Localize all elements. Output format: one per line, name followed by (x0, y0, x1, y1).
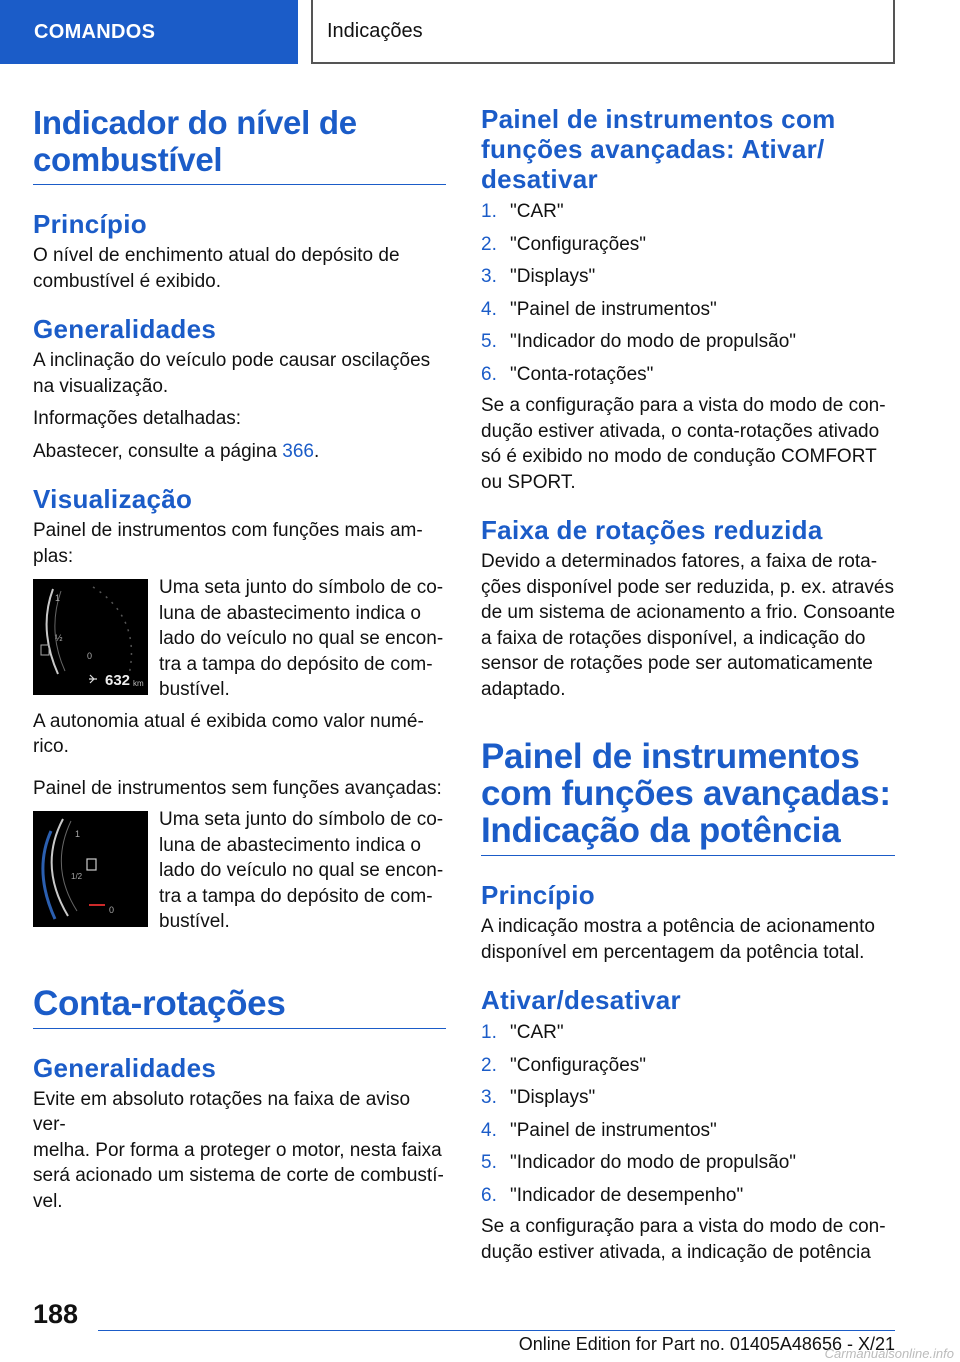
generalidades-text: A inclinação do veículo pode causar oscilações na visualização. (33, 350, 431, 397)
basic-cluster-description: Uma seta junto do símbolo de co- luna de abastecimento indica o lado do veículo no qual se encon- tra a tampa do depósito de com- bustível. (159, 809, 444, 932)
fuel-gauge-title: Indicador do nível de combustível (33, 104, 357, 178)
edition-text: Online Edition for Part no. 01405A48656 - X/21 (518, 1334, 895, 1354)
step-item (481, 1017, 895, 1050)
step-number: 3. (481, 266, 497, 287)
reduced-rpm-text: Devido a determinados fatores, a faixa de rota- ções disponível pode ser reduzida, p. ex. através de um sistema de acionamento a frio. Consoante a faixa de rotações disponível, a indicação do sensor de rotações pode ser automaticamente adaptado. (481, 551, 896, 700)
step-text: "Indicador do modo de propulsão" (510, 1152, 797, 1173)
step-item (481, 294, 895, 327)
principio-text: O nível de enchimento atual do depósito de combustível é exibido. (33, 245, 400, 292)
step-item (481, 261, 895, 294)
step-number: 4. (481, 1119, 497, 1141)
step-number: 1. (481, 1022, 497, 1043)
step-text: "Conta-rotações" (510, 363, 654, 385)
step-item (481, 196, 895, 229)
step-item (481, 1147, 895, 1180)
power-mode-note: Se a configuração para a vista do modo de con- dução estiver ativada, a indicação de potência (481, 1216, 886, 1263)
power-principio-heading: Princípio (481, 880, 595, 910)
advanced-cluster-description: Uma seta junto do símbolo de co- luna de abastecimento indica o lado do veículo no qual se encon- tra a tampa do depósito de com- bustível. (159, 577, 444, 700)
visualizacao-text: Painel de instrumentos com funções mais am- plas: (33, 520, 423, 567)
step-item (481, 229, 895, 262)
step-item (481, 1180, 895, 1213)
step-text: "Displays" (510, 1087, 596, 1108)
power-display-title: Painel de instrumentos com funções avançadas: Indicação da potência (481, 737, 891, 850)
step-text: "Painel de instrumentos" (510, 1119, 717, 1141)
detail-info-text: Informações detalhadas: (33, 408, 242, 429)
step-number: 6. (481, 1184, 497, 1206)
refuel-reference: Abastecer, consulte a página 366. (33, 440, 320, 462)
watermark: Carmanualsonline.info (824, 1346, 954, 1361)
step-text: "CAR" (510, 201, 564, 222)
step-item (481, 1050, 895, 1083)
power-steps-list (481, 1017, 895, 1212)
page-number: 188 (33, 1299, 79, 1329)
section-tab (0, 0, 298, 64)
power-title-rule (481, 855, 895, 856)
basic-tick-zero: 0 (109, 905, 115, 915)
tachometer-rule (33, 1028, 446, 1029)
step-number: 1. (481, 201, 497, 222)
tachometer-warning-text: Evite em absoluto rotações na faixa de aviso ver- melha. Por forma a proteger o motor, nesta faixa será acionado um sistema de corte de combustí- vel. (33, 1088, 444, 1212)
tachometer-steps-list (481, 196, 895, 391)
fuel-pump-icon (41, 645, 49, 655)
step-text: "Configurações" (510, 1054, 647, 1076)
range-value: 632 (105, 672, 131, 689)
step-number: 5. (481, 331, 497, 352)
chapter-tab-label: Indicações (327, 19, 423, 42)
step-item (481, 1115, 895, 1148)
step-item (481, 1082, 895, 1115)
reduced-rpm-heading: Faixa de rotações reduzida (481, 515, 823, 545)
footer-rule (98, 1330, 895, 1331)
basic-fuel-pump-icon (87, 859, 96, 870)
step-text: "Indicador de desempenho" (510, 1184, 744, 1206)
advanced-fuel-gauge-image (33, 579, 148, 695)
range-description: A autonomia atual é exibida como valor numé- rico. (33, 710, 424, 757)
basic-fuel-gauge-image (33, 811, 148, 927)
page-link-366[interactable]: 366 (282, 440, 314, 462)
generalidades-heading: Generalidades (33, 314, 217, 344)
section-tab-label: COMANDOS (34, 20, 156, 43)
step-number: 2. (481, 1054, 497, 1076)
tick-one-label: 1 (55, 593, 61, 603)
power-principio-text: A indicação mostra a potência de acionamento disponível em percentagem da potência total. (481, 916, 875, 963)
basic-cluster-block (33, 807, 446, 935)
title-rule (33, 184, 446, 185)
advanced-cluster-block (33, 575, 446, 703)
chapter-tab (311, 0, 895, 64)
step-text: "Indicador do modo de propulsão" (510, 331, 797, 352)
step-text: "CAR" (510, 1022, 564, 1043)
step-number: 3. (481, 1087, 497, 1108)
step-text: "Painel de instrumentos" (510, 298, 717, 320)
step-number: 2. (481, 233, 497, 255)
step-number: 4. (481, 298, 497, 320)
left-column (33, 100, 446, 1214)
activate-tachometer-title: Painel de instrumentos com funções avançadas: Ativar/ desativar (481, 104, 836, 194)
fuel-gauge-graphic (33, 579, 148, 695)
tachometer-generalidades-heading: Generalidades (33, 1052, 217, 1083)
right-column (481, 100, 895, 1265)
power-activate-heading: Ativar/desativar (481, 985, 681, 1015)
range-unit: km (133, 679, 144, 688)
basic-cluster-intro: Painel de instrumentos sem funções avançadas: (33, 777, 442, 799)
basic-tick-one: 1 (75, 829, 81, 839)
tachometer-title: Conta-rotações (33, 983, 286, 1023)
step-text: "Configurações" (510, 233, 647, 255)
tick-zero-label: 0 (87, 651, 93, 661)
tachometer-mode-note: Se a configuração para a vista do modo de con- dução estiver ativada, o conta-rotações ativado só é exibido no modo de condução COMFORT ou SPORT. (481, 395, 886, 493)
step-item (481, 326, 895, 359)
tick-half-label: ½ (55, 633, 63, 643)
basic-gauge-graphic (33, 811, 148, 927)
principio-heading: Princípio (33, 209, 147, 239)
step-text: "Displays" (510, 266, 596, 287)
visualizacao-heading: Visualização (33, 484, 193, 514)
step-item (481, 359, 895, 392)
step-number: 6. (481, 363, 497, 385)
basic-tick-half: 1/2 (71, 872, 83, 881)
step-number: 5. (481, 1152, 497, 1173)
